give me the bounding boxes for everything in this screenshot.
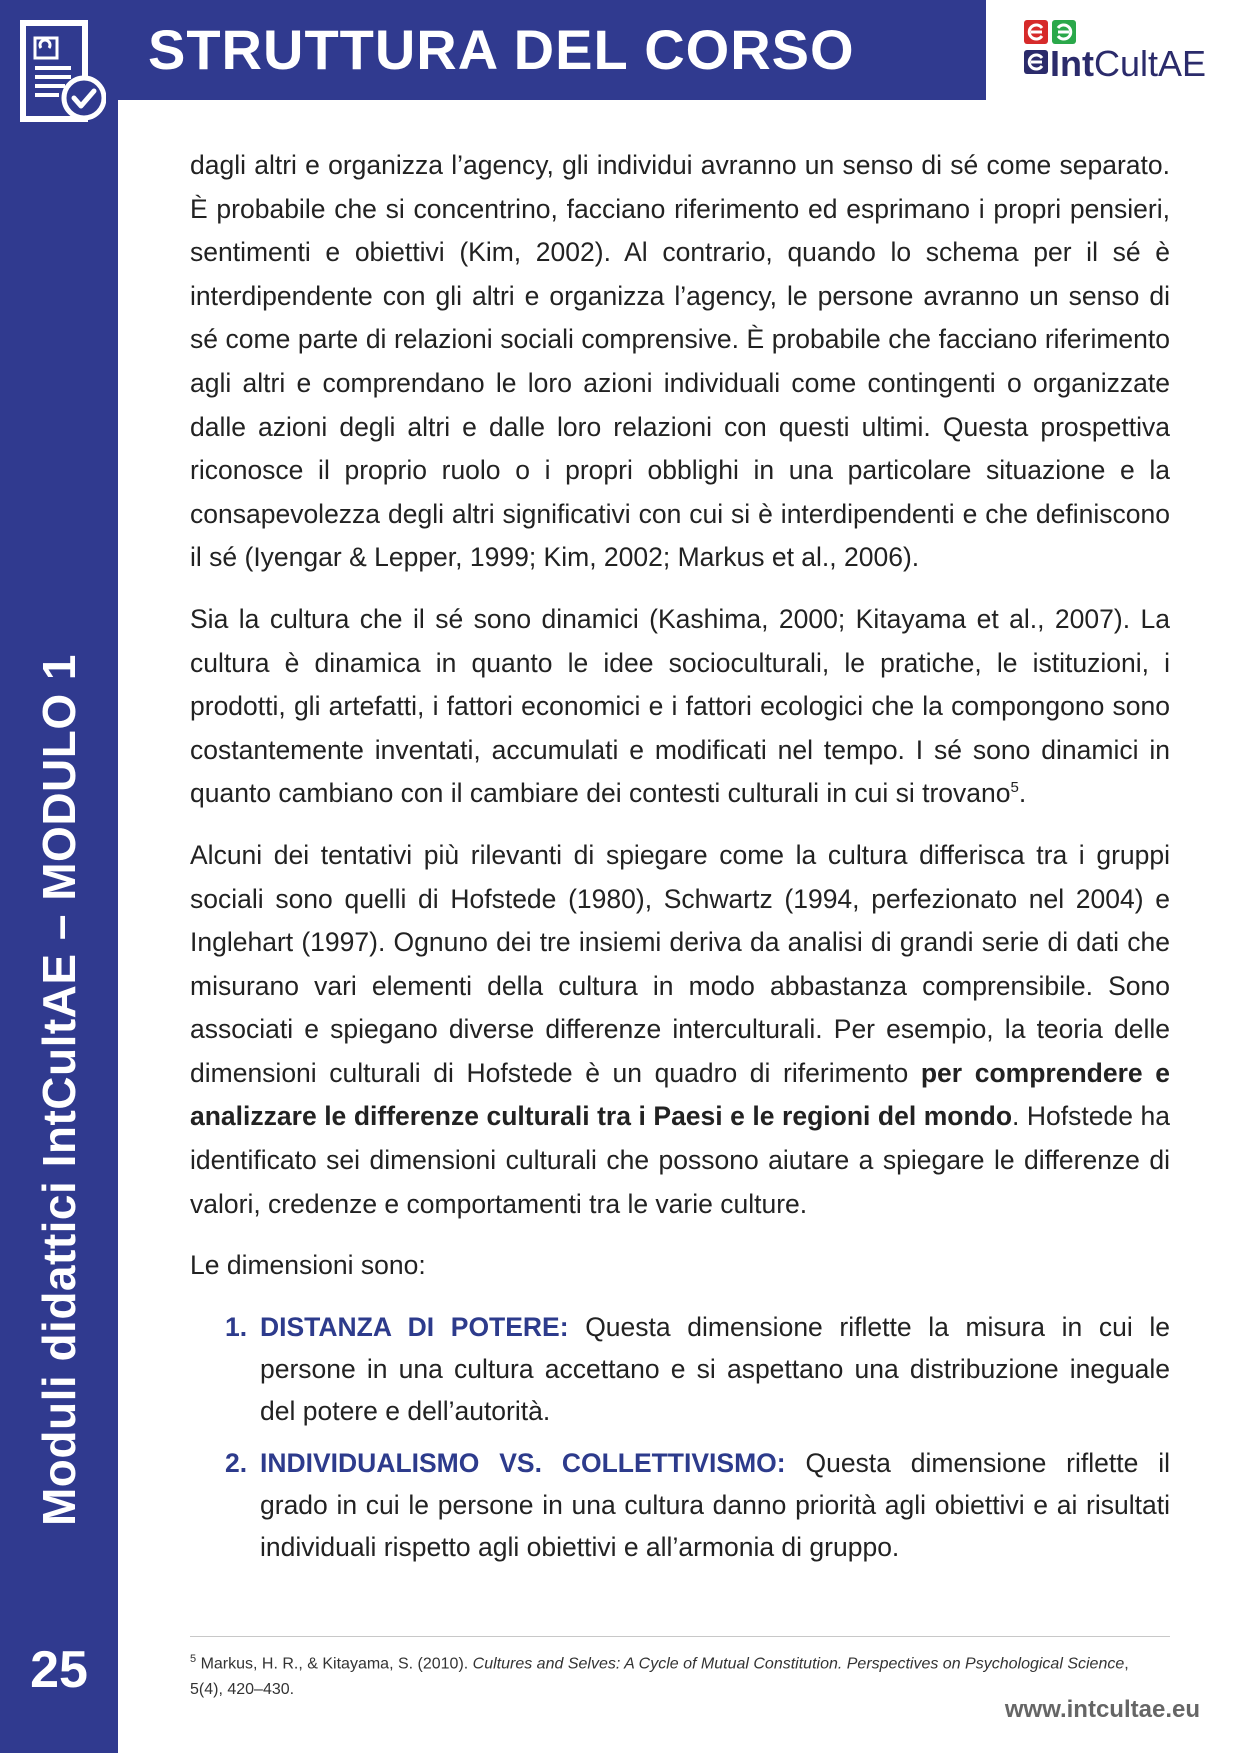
logo-wordmark: IntCultAE xyxy=(1050,43,1207,84)
paragraph-1: dagli altri e organizza l’agency, gli individui avranno un senso di sé come separato. È probabile che si concentrino, facciano riferimento ed esprimano i propri pensieri, sentimenti e obiettivi (Kim, 2002). Al contrario, quando lo schema per il sé è interdipendente con gli altri e organizza l’agency, le persone avranno un senso di sé come parte di relazioni sociali comprensive. È probabile che facciano riferimento agli altri e comprendano le loro azioni individuali come contingenti o organizzate dalle azioni degli altri e dalle loro relazioni con questi ultimi. Questa prospettiva riconosce il proprio ruolo o i propri obblighi in una particolare situazione e la consapevolezza degli altri significativi con cui si è interdipendenti e che definiscono il sé (Iyengar & Lepper, 1999; Kim, 2002; Markus et al., 2006). xyxy=(190,150,1170,573)
footnote-reference: 5 xyxy=(1010,779,1019,797)
document-check-icon xyxy=(20,20,106,132)
paragraph-2: Sia la cultura che il sé sono dinamici (Kashima, 2000; Kitayama et al., 2007). La cultura è dinamica in quanto le idee socioculturali, le pratiche, le istituzioni, i prodotti, gli artefatti, i fattori economici e i fattori ecologici che la compongono sono costantemente inventati, accumulati e modificati nel tempo. I sé sono dinamici in quanto cambiano con il cambiare dei contesti culturali in cui si trovano$^5$. xyxy=(190,603,1170,809)
page-title: STRUTTURA DEL CORSO xyxy=(148,18,855,81)
sidebar xyxy=(0,0,118,1753)
list-intro: Le dimensioni sono: xyxy=(190,1250,426,1281)
website-link[interactable]: www.intcultae.eu xyxy=(1004,1696,1200,1723)
dimensions-list xyxy=(190,1306,1170,1568)
footnote-divider xyxy=(190,1636,1170,1637)
footnote: $^5$ Markus, H. R., & Kitayama, S. (2010). Cultures and Selves: A Cycle of Mutual Constitution. Perspectives on Psychological Science, 5(4), 420–430. xyxy=(190,1653,1129,1699)
paragraph-3: Alcuni dei tentativi più rilevanti di spiegare come la cultura differisca tra i gruppi sociali sono quelli di Hofstede (1980), Schwartz (1994, perfezionato nel 2004) e Inglehart (1997). Ognuno dei tre insiemi deriva da analisi di grandi serie di dati che misurano vari elementi della cultura in modo abbastanza comprensibile. Sono associati e spiegano diverse differenze interculturali. Per esempio, la teoria delle dimensioni culturali di Hofstede è un quadro di riferimento per comprendere e analizzare le differenze culturali tra i Paesi e le regioni del mondo. Hofstede ha identificato sei dimensioni culturali che possono aiutare a spiegare le differenze di valori, credenze e comportamenti tra le varie culture. xyxy=(190,839,1170,1219)
page-number: 25 xyxy=(30,1641,88,1699)
sidebar-module-title: Moduli didattici IntCultAE – MODULO 1 xyxy=(33,653,85,1527)
main-content xyxy=(190,144,1170,1578)
list-item: 1. DISTANZA DI POTERE: Questa dimensione riflette la misura in cui le persone in una cultura accettano e si aspettano una distribuzione ineguale del potere e dell’autorità. xyxy=(225,1311,1170,1426)
bold-emphasis: per comprendere e analizzare le differenze culturali tra i Paesi e le regioni del mondo xyxy=(190,1057,1170,1132)
list-item: 2. INDIVIDUALISMO VS. COLLETTIVISMO: Questa dimensione riflette il grado in cui le persone in una cultura danno priorità agli obiettivi e ai risultati individuali rispetto agli obiettivi e all’armonia di gruppo. xyxy=(225,1447,1170,1562)
